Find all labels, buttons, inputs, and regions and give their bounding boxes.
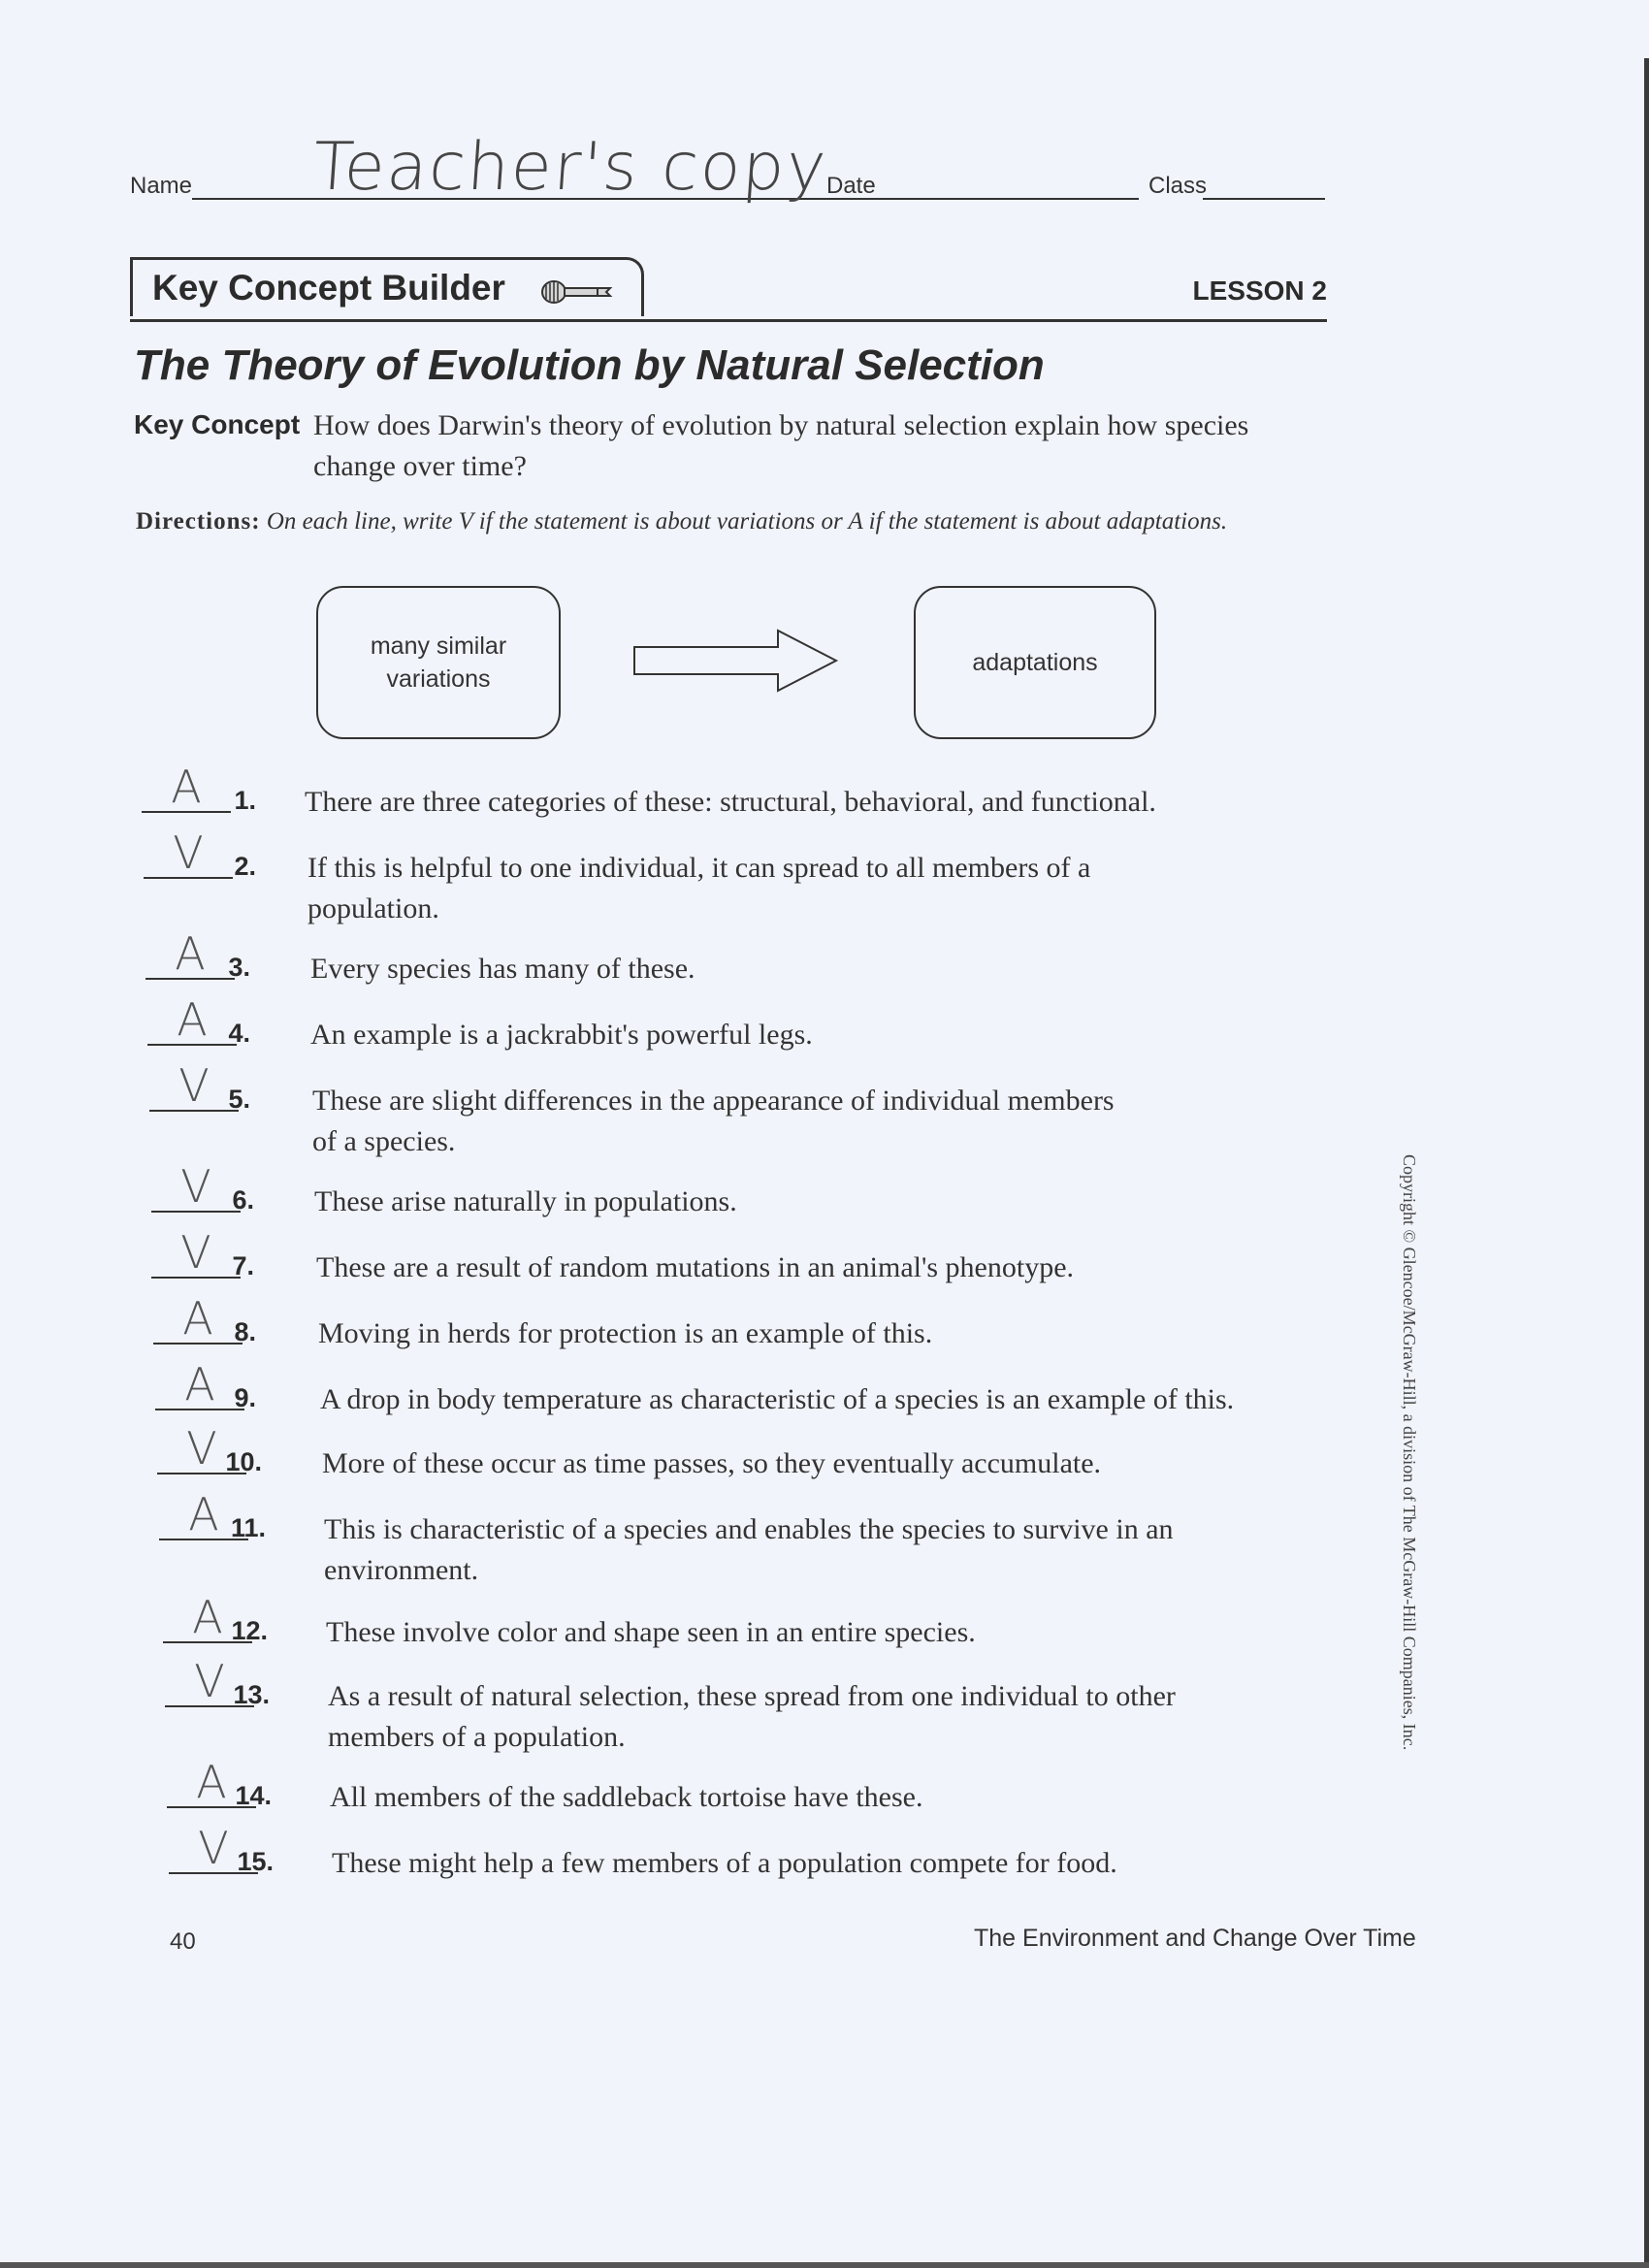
question-item (0, 1488, 1358, 1586)
question-number: 2. (234, 852, 256, 881)
question-number: 8. (234, 1317, 256, 1346)
question-item (0, 1822, 1358, 1895)
question-number: 4. (228, 1019, 250, 1048)
question-number: 14. (235, 1781, 272, 1810)
question-number: 13. (233, 1680, 270, 1709)
diagram-box-variations (316, 586, 561, 739)
handwritten-answer: V (198, 1822, 229, 1874)
question-text: All members of the saddleback tortoise have these. (330, 1781, 923, 1813)
question-text-continued: members of a population. (328, 1721, 626, 1753)
handwritten-answer: V (173, 826, 204, 879)
directions (136, 508, 1339, 535)
question-text: This is characteristic of a species and enables the species to survive in an (324, 1513, 1174, 1545)
book-title: The Environment and Change Over Time (974, 1925, 1416, 1952)
question-item (0, 1059, 1358, 1157)
question-text: These involve color and shape seen in an entire species. (326, 1616, 976, 1648)
name-label: Name (130, 173, 193, 199)
question-number: 11. (230, 1513, 266, 1542)
question-item (0, 761, 1358, 834)
question-text-continued: population. (307, 892, 439, 924)
header-row (130, 129, 1325, 206)
diagram-box-variations-label: many similar variations (370, 632, 507, 693)
question-text: There are three categories of these: structural, behavioral, and functional. (305, 786, 1156, 818)
question-text: These are a result of random mutations in an animal's phenotype. (316, 1251, 1075, 1283)
question-number: 5. (228, 1085, 250, 1114)
question-text: Moving in herds for protection is an example of this. (318, 1317, 933, 1349)
handwritten-answer: V (186, 1422, 217, 1474)
handwritten-answer: V (180, 1226, 211, 1279)
question-text: These arise naturally in populations. (314, 1185, 737, 1217)
handwritten-answer: A (182, 1292, 213, 1345)
question-number: 1. (234, 786, 256, 815)
question-number: 6. (232, 1185, 254, 1215)
handwritten-answer: A (196, 1756, 227, 1808)
question-item (0, 826, 1358, 924)
worksheet-title: The Theory of Evolution by Natural Selection (134, 341, 1045, 389)
diagram-box-adaptations (914, 586, 1156, 739)
handwritten-answer: A (177, 993, 208, 1046)
page-number: 40 (170, 1928, 196, 1955)
handwritten-answer: V (194, 1655, 225, 1707)
date-label: Date (826, 173, 876, 199)
question-text: Every species has many of these. (310, 953, 695, 985)
question-text-continued: environment. (324, 1554, 479, 1586)
question-text: An example is a jackrabbit's powerful legs. (310, 1019, 813, 1051)
banner-tab (130, 257, 644, 316)
question-text: More of these occur as time passes, so they eventually accumulate. (322, 1447, 1102, 1479)
question-item (0, 1226, 1358, 1300)
class-label: Class (1148, 173, 1208, 199)
diagram-box-adaptations-label: adaptations (972, 649, 1098, 676)
key-concept-label: Key Concept (134, 409, 301, 439)
question-text: These are slight differences in the appearance of individual members (312, 1085, 1115, 1117)
question-item (0, 1292, 1358, 1366)
page-edge (1644, 58, 1649, 2268)
key-concept-banner (130, 257, 1327, 322)
question-text: A drop in body temperature as characteristic of a species is an example of this. (320, 1383, 1235, 1415)
lesson-label: LESSON 2 (1192, 275, 1327, 306)
key-concept-text: How does Darwin's theory of evolution by natural selection explain how species change over time? (313, 409, 1249, 482)
question-item (0, 1160, 1358, 1234)
question-item (0, 927, 1358, 1001)
question-item (0, 1756, 1358, 1830)
right-arrow-icon (632, 629, 840, 693)
question-number: 12. (231, 1616, 268, 1645)
question-text: These might help a few members of a population compete for food. (332, 1847, 1117, 1879)
question-number: 3. (228, 953, 250, 982)
handwritten-answer: V (178, 1059, 210, 1112)
question-number: 15. (237, 1847, 274, 1876)
directions-text: On each line, write V if the statement is about variations or A if the statement is about adaptations. (266, 508, 1228, 535)
name-handwritten-value: Teacher's copy (310, 129, 830, 206)
question-item (0, 1655, 1358, 1753)
handwritten-answer: A (171, 761, 202, 813)
question-item (0, 993, 1358, 1067)
question-text: As a result of natural selection, these spread from one individual to other (328, 1680, 1176, 1712)
question-text-continued: of a species. (312, 1125, 456, 1157)
key-icon (540, 279, 614, 305)
handwritten-answer: A (175, 927, 206, 980)
handwritten-answer: A (184, 1358, 215, 1410)
question-number: 10. (225, 1447, 262, 1476)
question-text: If this is helpful to one individual, it can spread to all members of a (307, 852, 1091, 884)
page-edge-bottom (0, 2262, 1649, 2268)
directions-label: Directions: (136, 508, 261, 535)
question-item (0, 1422, 1358, 1496)
date-field[interactable] (879, 196, 1139, 200)
banner-title: Key Concept Builder (152, 268, 505, 308)
handwritten-answer: A (188, 1488, 219, 1540)
handwritten-answer: V (180, 1160, 211, 1213)
question-number: 9. (234, 1383, 256, 1412)
class-field[interactable] (1203, 196, 1325, 200)
copyright-notice: Copyright © Glencoe/McGraw-Hill, a division of The McGraw-Hill Companies, Inc. (1400, 1154, 1419, 1751)
question-number: 7. (232, 1251, 254, 1280)
handwritten-answer: A (192, 1591, 223, 1643)
